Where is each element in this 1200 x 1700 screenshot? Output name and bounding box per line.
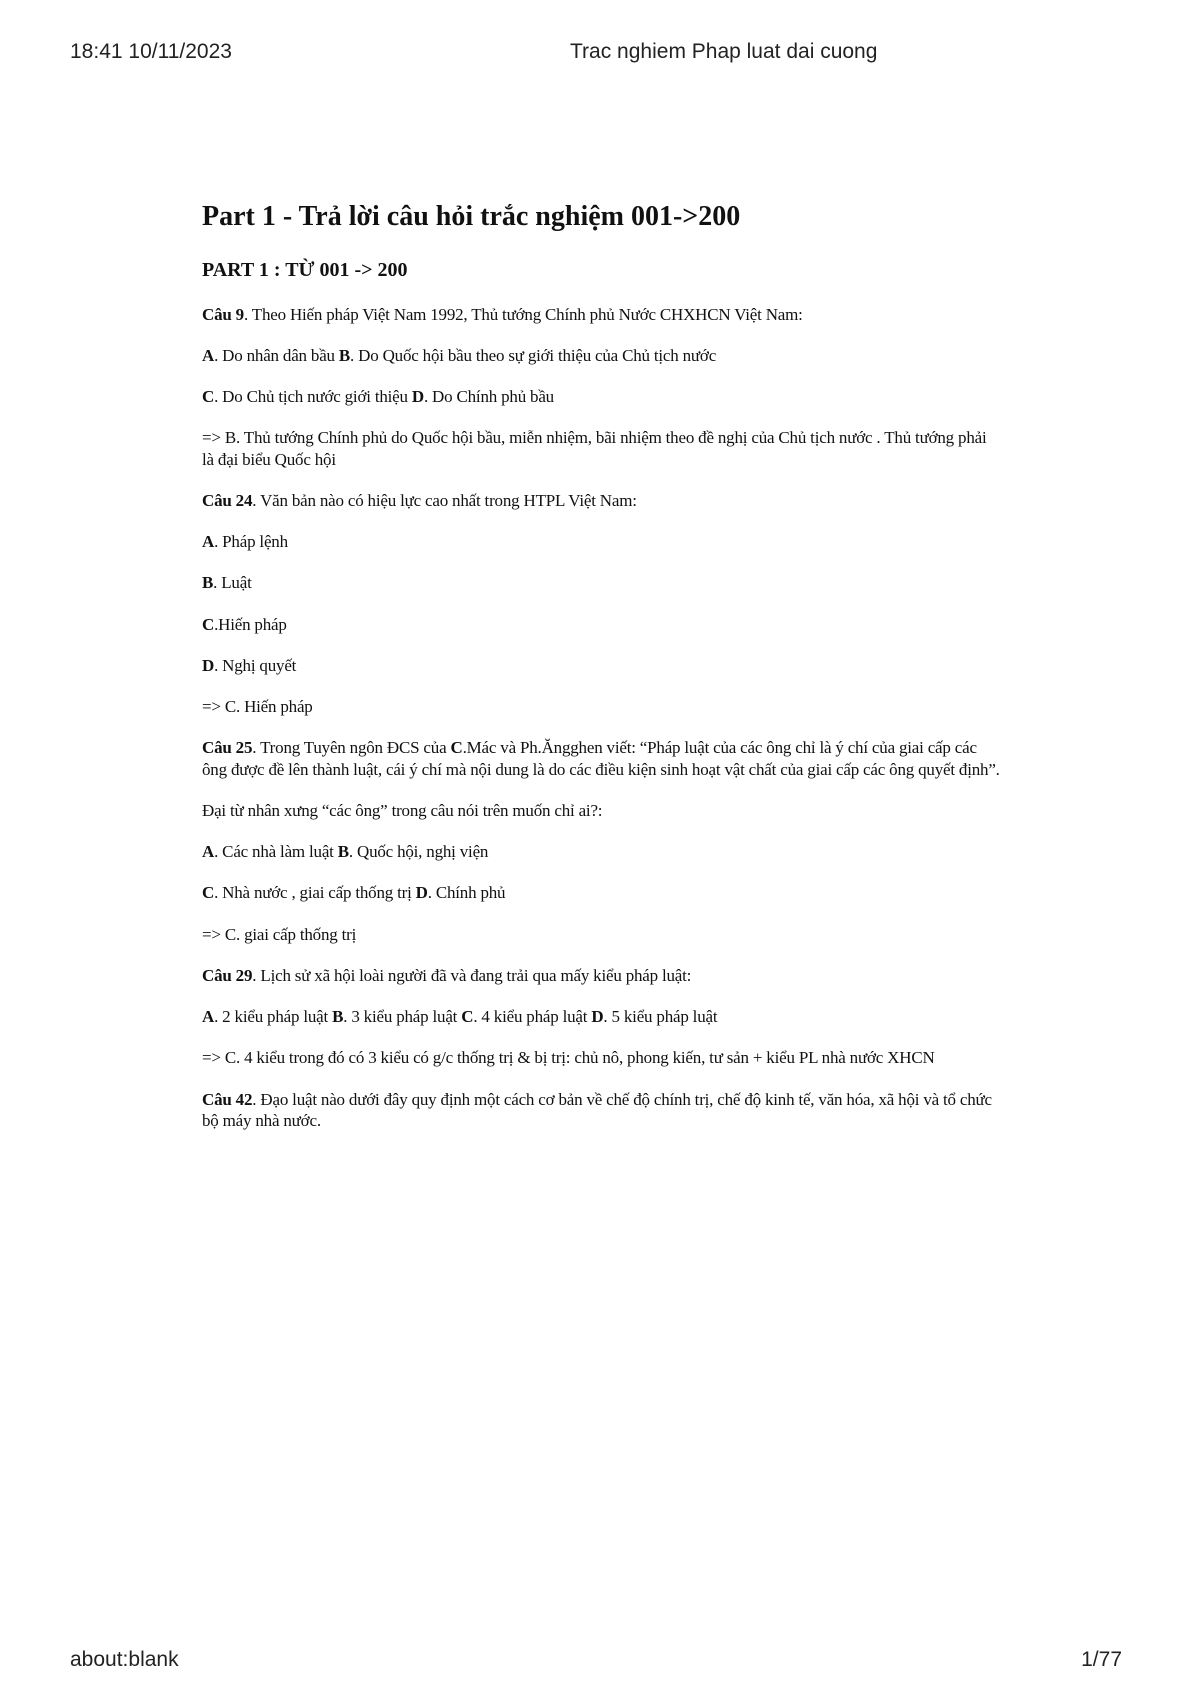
question-25-options-cd (202, 882, 1002, 903)
option-text: . Do Quốc hội bầu theo sự giới thiệu của Chủ tịch nước (350, 345, 717, 365)
option-text: .Hiến pháp (214, 614, 287, 634)
option-text: . Luật (213, 573, 252, 593)
question-24-option-b (202, 572, 1002, 593)
option-text: . Nhà nước , giai cấp thống trị (214, 883, 416, 903)
question-24 (202, 490, 1002, 511)
option-text: . Do nhân dân bầu (214, 345, 339, 365)
question-label: Câu 25 (202, 738, 253, 758)
question-9 (202, 304, 1002, 325)
question-9-options-ab (202, 345, 1002, 366)
option-label: C (202, 387, 215, 407)
option-label: A (202, 1007, 215, 1027)
option-label: C (202, 883, 215, 903)
question-text: . Trong Tuyên ngôn ĐCS của (252, 738, 451, 758)
question-25-answer: => C. giai cấp thống trị (202, 924, 357, 944)
question-24-option-d (202, 655, 1002, 676)
question-29 (202, 965, 1002, 986)
question-text: . Văn bản nào có hiệu lực cao nhất trong HTPL Việt Nam: (252, 490, 637, 510)
option-text: . 3 kiểu pháp luật (343, 1007, 462, 1027)
option-label: B (332, 1007, 344, 1027)
option-label: B (202, 573, 214, 593)
option-label: D (415, 883, 428, 903)
option-label: A (202, 345, 215, 365)
option-label: B (338, 345, 351, 365)
option-text: . Quốc hội, nghị viện (348, 842, 489, 862)
question-24-option-a (202, 531, 1002, 552)
print-url: about:blank (70, 1648, 179, 1671)
question-text: . Theo Hiến pháp Việt Nam 1992, Thủ tướng Chính phủ Nước CHXHCN Việt Nam: (243, 304, 803, 324)
option-text: . Pháp lệnh (214, 532, 288, 552)
question-29-options (202, 1006, 1002, 1027)
question-text-bold: C (450, 738, 463, 758)
question-9-options-cd (202, 386, 1002, 407)
option-label: A (202, 842, 215, 862)
question-label: Câu 9 (202, 304, 244, 324)
option-label: D (411, 387, 424, 407)
option-label: D (591, 1007, 604, 1027)
document-body (202, 200, 1002, 1151)
question-25-options-ab (202, 841, 1002, 862)
option-label: D (202, 655, 215, 675)
option-text: . Do Chủ tịch nước giới thiệu (214, 387, 412, 407)
question-25-prompt: Đại từ nhân xưng “các ông” trong câu nói trên muốn chỉ ai?: (202, 800, 603, 820)
question-24-option-c (202, 614, 1002, 635)
print-datetime: 18:41 10/11/2023 (70, 40, 232, 63)
option-text: . Do Chính phủ bầu (423, 387, 554, 407)
option-text: . Các nhà làm luật (214, 842, 338, 862)
question-text: . Lịch sử xã hội loài người đã và đang trải qua mấy kiểu pháp luật: (252, 965, 692, 985)
question-text: . Đạo luật nào dưới đây quy định một cách cơ bản về chế độ chính trị, chế độ kinh tế, văn hóa, xã hội và tổ chức bộ máy nhà nước. (202, 1089, 992, 1130)
print-header (70, 40, 1130, 70)
option-label: B (337, 842, 349, 862)
page-subtitle: PART 1 : TỪ 001 -> 200 (202, 258, 408, 281)
option-text: . 2 kiểu pháp luật (214, 1007, 333, 1027)
option-text: . Nghị quyết (214, 655, 297, 675)
option-text: . 5 kiểu pháp luật (603, 1007, 718, 1027)
page-title: Part 1 - Trả lời câu hỏi trắc nghiệm 001->200 (202, 201, 741, 232)
question-label: Câu 42 (202, 1089, 253, 1109)
print-document-title: Trac nghiem Phap luat dai cuong (570, 40, 878, 63)
question-9-answer: => B. Thủ tướng Chính phủ do Quốc hội bầu, miễn nhiệm, bãi nhiệm theo đề nghị của Chủ tịch nước . Thủ tướng phải là đại biểu Quốc hội (202, 428, 987, 469)
option-text: . 4 kiểu pháp luật (473, 1007, 592, 1027)
question-text: .Mác và Ph.Ăngghen viết: “Pháp luật của các ông chỉ là ý chí của giai cấp các ông được đề lên thành luật, cái ý chí mà nội dung là do các điều kiện sinh hoạt vật chất của giai cấp các ông quyết định”. (202, 738, 1000, 779)
question-label: Câu 29 (202, 965, 253, 985)
print-footer (70, 1648, 1130, 1678)
option-text: . Chính phủ (427, 883, 506, 903)
question-29-answer: => C. 4 kiểu trong đó có 3 kiểu có g/c thống trị & bị trị: chủ nô, phong kiến, tư sản + kiểu PL nhà nước XHCN (202, 1048, 935, 1068)
question-42 (202, 1089, 1002, 1132)
option-label: C (461, 1007, 474, 1027)
page-number: 1/77 (1081, 1648, 1122, 1671)
question-25 (202, 737, 1002, 780)
question-24-answer: => C. Hiến pháp (202, 697, 313, 717)
question-label: Câu 24 (202, 490, 253, 510)
option-label: C (202, 614, 215, 634)
option-label: A (202, 532, 215, 552)
